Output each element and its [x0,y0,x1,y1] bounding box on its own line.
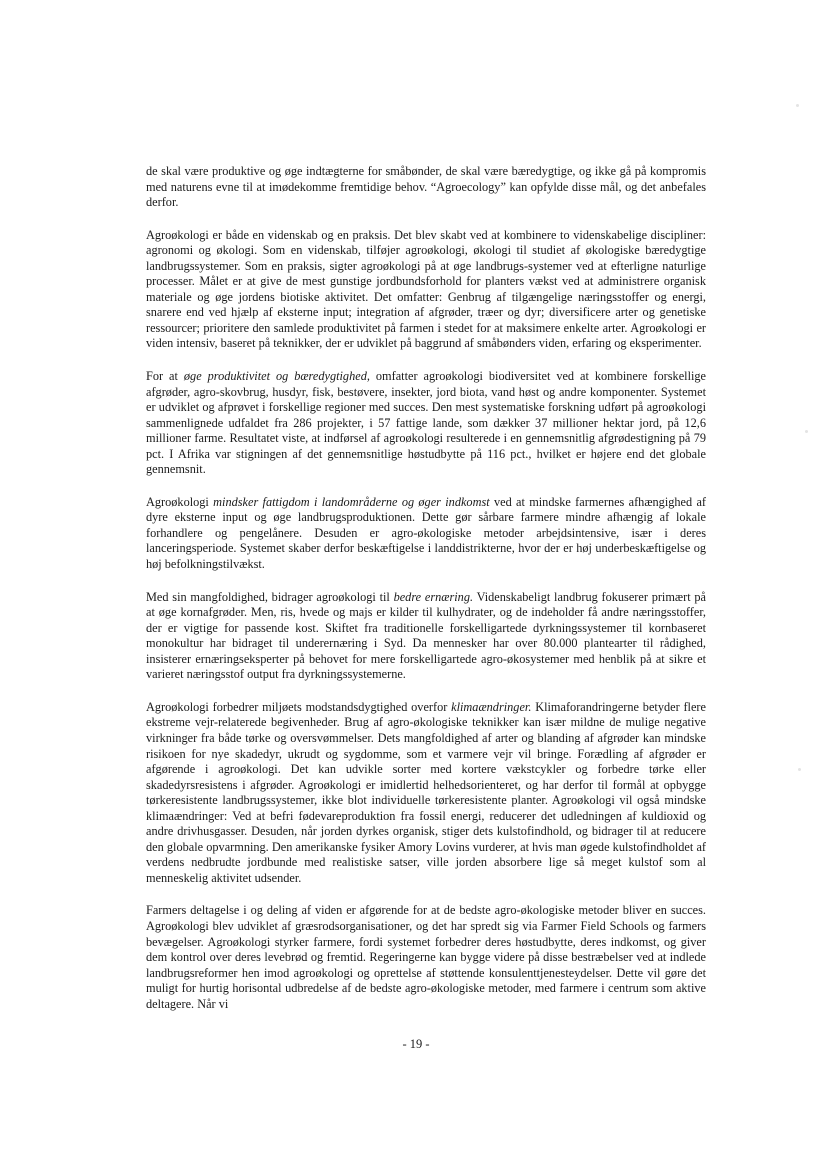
text-run: Agroøkologi forbedrer miljøets modstandsdygtighed overfor [146,699,452,714]
emphasized-phrase: øge produktivitet og bæredygtighed, [183,369,370,384]
text-run: Farmers deltagelse i og deling af viden er afgørende for at de bedste agro-økologiske metoder bliver en succes. Agroøkologi blev udviklet af græsrodsorganisationer, og det har spredt sig via Farmer Field Schools og farmers bevægelser. Agroøkologi styrker farmere, fordi systemet forbedrer deres høstudbytte, deres indkomst, og giver dem kontrol over deres levebrød og fremtid. Regeringerne kan bygge videre på disse bestræbelser ved at indlede landbrugsreformer hen imod agroøkologi og oprettelse af støttende konsulenttjenesteydelser. Dette vil gøre det muligt for hurtig horisontal udbredelse af de bedste agro-økologiske metoder, med farmere i centrum som aktive deltagere. Når vi [146,903,706,1011]
paragraph-climate [146,700,706,887]
scan-speck [805,430,808,433]
text-run: Med sin mangfoldighed, bidrager agroøkologi til [146,589,394,604]
paragraph-definition [146,228,706,352]
text-run: Agroøkologi [146,494,214,509]
text-run: ved at mindske farmernes afhængighed af dyre eksterne input og øge landbrugsproduktionen. Dette gør sårbare farmere mindre afhængig af lokale forhandlere og pengelånere. Desuden er agro-økologiske metoder arbejdsintensive, især i deres lanceringsperiode. Systemet skaber derfor beskæftigelse i landdistrikterne, hvor der er høj underbeskæftigelse og høj befolkningstilvækst. [146,494,707,572]
document-body [146,164,706,1029]
emphasized-phrase: klimaændringer. [451,699,532,714]
page-number: - 19 - [402,1037,430,1051]
paragraph-farmer-participation [146,903,706,1012]
paragraph-nutrition [146,590,706,683]
text-run: For at [146,369,184,384]
scan-speck [798,768,801,771]
emphasized-phrase: mindsker fattigdom i landområderne og øger indkomst [213,494,490,509]
text-run: Videnskabeligt landbrug fokuserer primært på at øge kornafgrøder. Men, ris, hvede og majs er kilder til kulhydrater, og de indeholder få andre næringsstoffer, der er vigtige for passende kost. Skiftet fra traditionelle forskelligartede dyrkningssystemer til kornbaseret monokultur har bidraget til underernæring i Syd. Da mennesker har over 80.000 plantearter til rådighed, insisterer ernæringseksperter på behovet for mere forskelligartede agro-økosystemer med henblik på at sikre et varieret næringsstof output fra dyrkningssystemerne. [146,589,706,682]
text-run: de skal være produktive og øge indtægterne for småbønder, de skal være bæredygtige, og ikke gå på kompromis med naturens evne til at imødekomme fremtidige behov. “Agroecology” kan opfylde disse mål, og det anbefales derfor. [146,164,706,210]
emphasized-phrase: bedre ernæring. [393,589,474,604]
paragraph-poverty [146,495,706,573]
paragraph-intro-continuation [146,164,706,211]
text-run: omfatter agroøkologi biodiversitet ved at kombinere forskellige afgrøder, agro-skovbrug, husdyr, fisk, bestøvere, insekter, jord biota, vand høst og andre komponenter. Systemet er udviklet og afprøvet i forskellige regioner med succes. Den mest systematiske forskning udført på agroøkologi sammenlignede udfaldet fra 286 projekter, i 57 fattige lande, som dækker 37 millioner hektar jord, på 12,6 millioner farme. Resultatet viste, at indførsel af agroøkologi resulterede i en gennemsnitlig afgrødestigning på 79 pct. I Afrika var stigningen af det gennemsnitlige høstudbytte på 116 pct., hvilket er højere end det globale gennemsnit. [146,369,707,477]
scan-speck [796,104,799,107]
text-run: Klimaforandringerne betyder flere ekstreme vejr-relaterede begivenheder. Brug af agro-økologiske teknikker kan især mildne de mulige negative virkninger fra både tørke og oversvømmelser. Dets mangfoldighed af arter og blanding af afgrøder kan mindske risikoen for nye skadedyr, ukrudt og sygdomme, som et varmere vejr vil bringe. Forædling af afgrøder er afgørende i agroøkologi. Det kan udvikle sorter med kortere vækstcykler og forbedre tørke eller skadedyrsresistens i afgrøder. Agroøkologi er imidlertid helhedsorienteret, og har derfor til formål at opbygge tørkeresistente landbrugssystemer, ikke blot individuelle tørkeresistente planter. Agroøkologi vil også mindske klimaændringer: Ved at befri fødevareproduktion fra fossil energi, reducerer det udledningen af kuldioxid og andre drivhusgasser. Desuden, når jorden dyrkes organisk, stiger dets kulstofindhold, og bidrager til at reducere den globale opvarmning. Den amerikanske fysiker Amory Lovins vurderer, at hvis man øgede kulstofindholdet af verdens nedbrudte jordbunde med realistiske satser, ville jorden absorbere lige så meget kulstof som al menneskelig aktivitet udsender. [146,699,706,885]
paragraph-productivity [146,369,706,478]
text-run: Agroøkologi er både en videnskab og en praksis. Det blev skabt ved at kombinere to videnskabelige discipliner: agronomi og økologi. Som en videnskab, tilføjer agroøkologi, økologi til studiet af økologiske bæredygtige landbrugssystemer. Som en praksis, sigter agroøkologi på at øge landbrugs-systemer ved at efterligne naturlige processer. Målet er at give de mest gunstige jordbundsforhold for planters vækst ved at administrere organisk materiale og øge jordens biotiske aktivitet. Det omfatter: Genbrug af tilgængelige næringsstoffer og energi, snarere end ved hjælp af eksterne input; integration af afgrøder, træer og dyr; diversificere arter og genetiske ressourcer; prioritere den samlede produktivitet på farmen i stedet for at maksimere enkelte arter. Agroøkologi er viden intensiv, baseret på teknikker, der er udviklet på baggrund af småbønders viden, erfaring og eksperimenter. [146,227,706,351]
